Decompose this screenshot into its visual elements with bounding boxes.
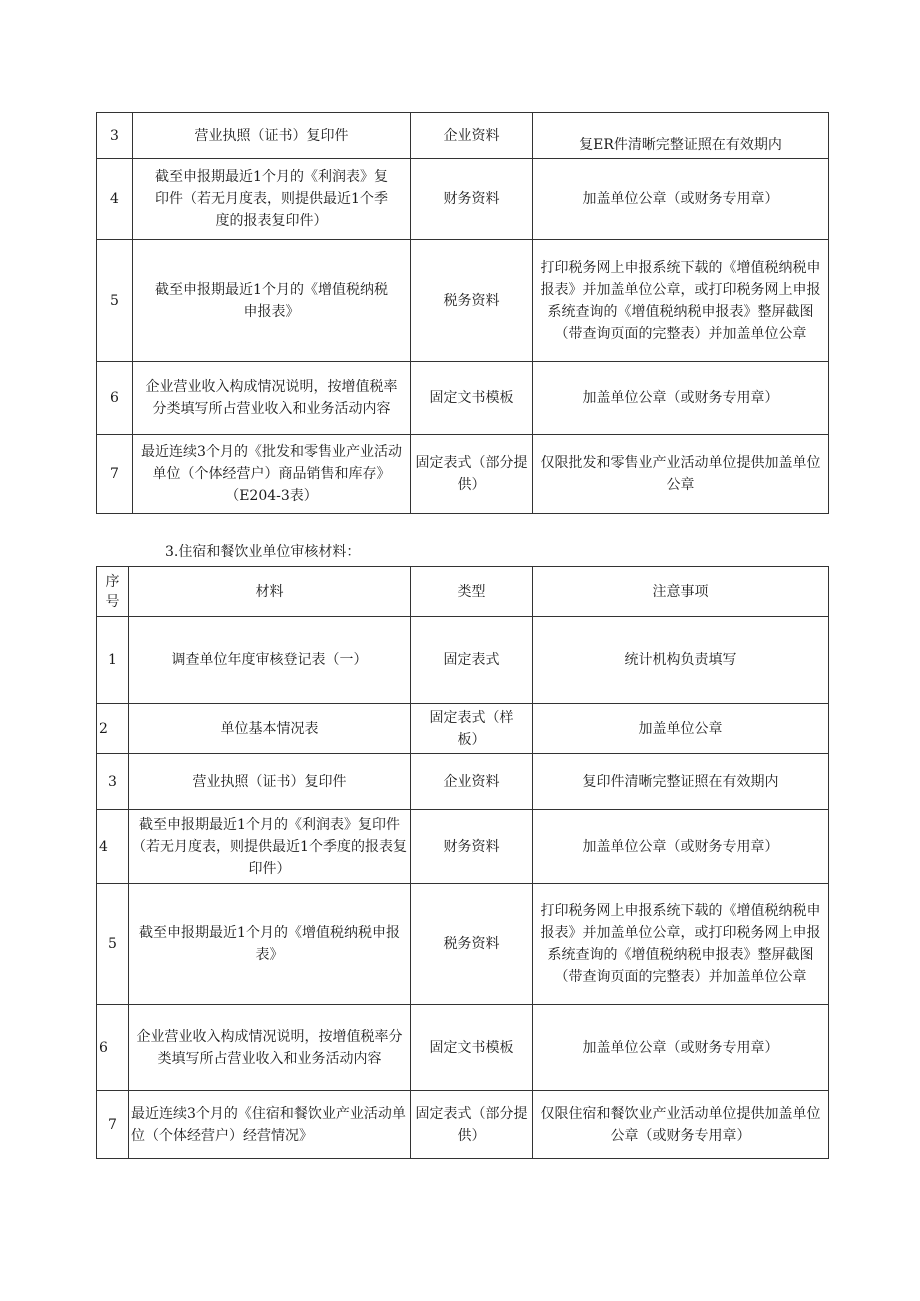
row-number: 1 bbox=[97, 617, 129, 704]
row-number: 6 bbox=[97, 1005, 129, 1091]
table-row bbox=[97, 704, 829, 754]
material-cell: 调查单位年度审核登记表（一） bbox=[129, 617, 411, 704]
type-cell: 固定文书模板 bbox=[411, 1005, 533, 1091]
table-accommodation-catering-materials bbox=[96, 566, 829, 1159]
type-cell: 固定表式（部分提供） bbox=[411, 435, 533, 514]
table-row bbox=[97, 113, 829, 159]
row-number: 3 bbox=[97, 754, 129, 810]
note-cell: 复印件清晰完整证照在有效期内 bbox=[533, 754, 829, 810]
material-cell: 企业营业收入构成情况说明，按增值税率分类填写所占营业收入和业务活动内容 bbox=[129, 1005, 411, 1091]
type-cell: 税务资料 bbox=[411, 884, 533, 1005]
table-row bbox=[97, 1005, 829, 1091]
header-type: 类型 bbox=[411, 567, 533, 617]
table-row bbox=[97, 435, 829, 514]
table-row bbox=[97, 617, 829, 704]
note-cell: 打印税务网上申报系统下载的《增值税纳税申报表》并加盖单位公章，或打印税务网上申报系统查询的《增值税纳税申报表》整屏截图（带查询页面的完整表）并加盖单位公章 bbox=[533, 884, 829, 1005]
type-cell: 企业资料 bbox=[411, 754, 533, 810]
header-note: 注意事项 bbox=[533, 567, 829, 617]
row-number: 5 bbox=[97, 884, 129, 1005]
material-cell: 截至申报期最近1个月的《利润表》复印件（若无月度表，则提供最近1个季度的报表复印件） bbox=[133, 159, 411, 240]
section-heading: 3.住宿和餐饮业单位审核材料： bbox=[165, 544, 361, 560]
type-cell: 固定表式 bbox=[411, 617, 533, 704]
type-cell: 固定表式（样板） bbox=[411, 704, 533, 754]
header-number: 序号 bbox=[97, 567, 129, 617]
type-cell: 税务资料 bbox=[411, 240, 533, 362]
type-cell: 固定表式（部分提供） bbox=[411, 1091, 533, 1159]
note-cell: 加盖单位公章（或财务专用章） bbox=[533, 810, 829, 884]
row-number: 2 bbox=[97, 704, 129, 754]
note-cell: 仅限住宿和餐饮业产业活动单位提供加盖单位公章（或财务专用章） bbox=[533, 1091, 829, 1159]
row-number: 5 bbox=[97, 240, 133, 362]
table-row bbox=[97, 1091, 829, 1159]
table-row bbox=[97, 362, 829, 435]
row-number: 6 bbox=[97, 362, 133, 435]
type-cell: 财务资料 bbox=[411, 159, 533, 240]
material-cell: 截至申报期最近1个月的《利润表》复印件（若无月度表，则提供最近1个季度的报表复印件） bbox=[129, 810, 411, 884]
header-material: 材料 bbox=[129, 567, 411, 617]
table-row bbox=[97, 754, 829, 810]
row-number: 4 bbox=[97, 159, 133, 240]
row-number: 3 bbox=[97, 113, 133, 159]
note-cell: 打印税务网上申报系统下载的《增值税纳税申报表》并加盖单位公章，或打印税务网上申报系统查询的《增值税纳税申报表》整屏截图（带查询页面的完整表）并加盖单位公章 bbox=[533, 240, 829, 362]
row-number: 7 bbox=[97, 1091, 129, 1159]
table-row bbox=[97, 884, 829, 1005]
material-cell: 截至申报期最近1个月的《增值税纳税申报表》 bbox=[129, 884, 411, 1005]
type-cell: 企业资料 bbox=[411, 113, 533, 159]
material-cell: 最近连续3个月的《批发和零售业产业活动单位（个体经营户）商品销售和库存》（E204-3表） bbox=[133, 435, 411, 514]
type-cell: 财务资料 bbox=[411, 810, 533, 884]
table-row bbox=[97, 810, 829, 884]
material-cell: 企业营业收入构成情况说明，按增值税率分类填写所占营业收入和业务活动内容 bbox=[133, 362, 411, 435]
note-cell: 加盖单位公章（或财务专用章） bbox=[533, 1005, 829, 1091]
note-cell: 加盖单位公章（或财务专用章） bbox=[533, 362, 829, 435]
material-cell: 截至申报期最近1个月的《增值税纳税申报表》 bbox=[133, 240, 411, 362]
note-cell: 加盖单位公章（或财务专用章） bbox=[533, 159, 829, 240]
row-number: 7 bbox=[97, 435, 133, 514]
note-cell: 仅限批发和零售业产业活动单位提供加盖单位公章 bbox=[533, 435, 829, 514]
material-cell: 营业执照（证书）复印件 bbox=[133, 113, 411, 159]
note-cell: 加盖单位公章 bbox=[533, 704, 829, 754]
note-cell: 统计机构负责填写 bbox=[533, 617, 829, 704]
material-cell: 最近连续3个月的《住宿和餐饮业产业活动单位（个体经营户）经营情况》 bbox=[129, 1091, 411, 1159]
table-row bbox=[97, 159, 829, 240]
note-cell: 复ER件清晰完整证照在有效期内 bbox=[533, 113, 829, 159]
table-row bbox=[97, 240, 829, 362]
row-number: 4 bbox=[97, 810, 129, 884]
material-cell: 营业执照（证书）复印件 bbox=[129, 754, 411, 810]
table-wholesale-retail-materials bbox=[96, 112, 829, 514]
material-cell: 单位基本情况表 bbox=[129, 704, 411, 754]
table-header-row bbox=[97, 567, 829, 617]
type-cell: 固定文书模板 bbox=[411, 362, 533, 435]
